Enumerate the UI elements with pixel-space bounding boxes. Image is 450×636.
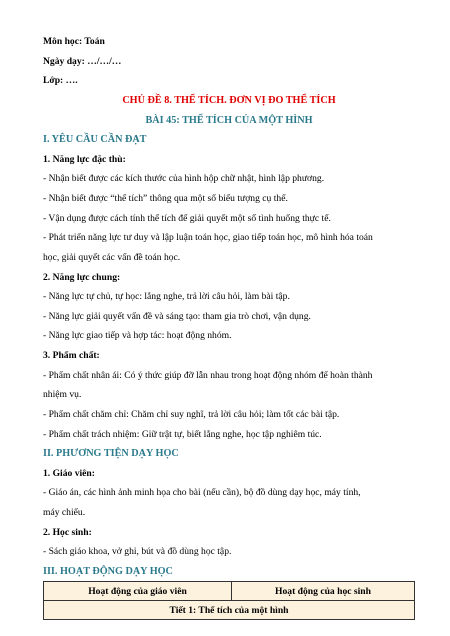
list-item: - Nhận biết được “thể tích” thông qua một số biểu tượng cụ thể.	[43, 193, 288, 204]
subheading-specific-competence: 1. Năng lực đặc thù:	[43, 154, 126, 165]
list-item: - Sách giáo khoa, vở ghi, bút và đồ dùng học tập.	[43, 546, 232, 557]
class-line: Lớp: ….	[43, 75, 78, 86]
list-item: học, giải quyết các vấn đề toán học.	[43, 252, 181, 263]
section-heading-materials: II. PHƯƠNG TIỆN DẠY HỌC	[43, 448, 179, 459]
list-item: - Năng lực tự chủ, tự học: lắng nghe, trả lời câu hỏi, làm bài tập.	[43, 291, 290, 302]
section-heading-activities: III. HOẠT ĐỘNG DẠY HỌC	[43, 566, 173, 577]
list-item: - Phẩm chất trách nhiệm: Giữ trật tự, biết lắng nghe, học tập nghiêm túc.	[43, 429, 322, 440]
list-item: - Năng lực giải quyết vấn đề và sáng tạo: tham gia trò chơi, vận dụng.	[43, 311, 311, 322]
subheading-qualities: 3. Phẩm chất:	[43, 350, 100, 361]
list-item: - Nhận biết được các kích thước của hình hộp chữ nhật, hình lập phương.	[43, 173, 325, 184]
list-item: - Giáo án, các hình ảnh minh họa cho bài (nếu cần), bộ đồ dùng dạy học, máy tính,	[43, 487, 361, 498]
table-header-row	[44, 582, 415, 601]
list-item: máy chiếu.	[43, 507, 86, 518]
list-item: - Phẩm chất nhân ái: Có ý thức giúp đỡ lẫn nhau trong hoạt động nhóm để hoàn thành	[43, 370, 373, 381]
lesson-period-cell: Tiết 1: Thể tích của một hình	[44, 601, 415, 620]
activities-table	[43, 581, 415, 620]
table-row	[44, 601, 415, 620]
subheading-teacher: 1. Giáo viên:	[43, 468, 95, 479]
lesson-title: BÀI 45: THỂ TÍCH CỦA MỘT HÌNH	[145, 115, 313, 126]
subject-line: Môn học: Toán	[43, 36, 105, 47]
date-line: Ngày dạy: …/…/…	[43, 56, 122, 67]
column-header-teacher: Hoạt động của giáo viên	[44, 582, 232, 601]
subheading-student: 2. Học sinh:	[43, 527, 92, 538]
list-item: - Năng lực giao tiếp và hợp tác: hoạt động nhóm.	[43, 330, 232, 341]
section-heading-requirements: I. YÊU CẦU CẦN ĐẠT	[43, 134, 147, 145]
list-item: - Vận dụng được cách tính thể tích để giải quyết một số tình huống thực tế.	[43, 213, 331, 224]
list-item: - Phát triển năng lực tư duy và lập luận toán học, giao tiếp toán học, mô hình hóa toán	[43, 232, 373, 243]
column-header-student: Hoạt động của học sinh	[232, 582, 415, 601]
list-item: nhiệm vụ.	[43, 389, 82, 400]
topic-title: CHỦ ĐỀ 8. THỂ TÍCH. ĐƠN VỊ ĐO THỂ TÍCH	[122, 95, 336, 106]
subheading-general-competence: 2. Năng lực chung:	[43, 272, 121, 283]
list-item: - Phẩm chất chăm chỉ: Chăm chỉ suy nghĩ, trả lời câu hỏi; làm tốt các bài tập.	[43, 409, 340, 420]
